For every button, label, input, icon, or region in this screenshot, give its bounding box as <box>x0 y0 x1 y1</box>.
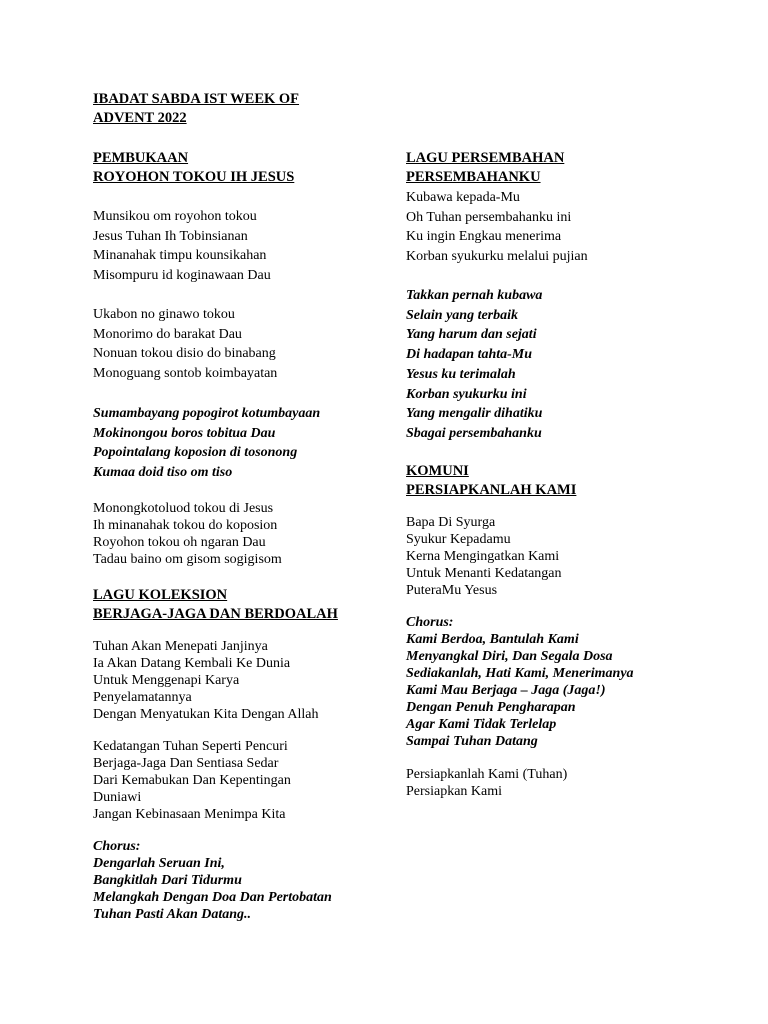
koleksion-chorus-label: Chorus: <box>93 839 141 854</box>
komuni-chorus: Kami Berdoa, Bantulah Kami Menyangkal Diri, Dan Segala Dosa Sediakanlah, Hati Kami, Menerimanya Kami Mau Berjaga – Jaga (Jaga!) Dengan Penuh Pengharapan Agar Kami Tidak Terlelap Sampai Tuhan Datang <box>406 632 634 749</box>
pembukaan-heading: PEMBUKAAN ROYOHON TOKOU IH JESUS <box>93 150 295 185</box>
koleksion-verse-2: Kedatangan Tuhan Seperti Pencuri Berjaga-Jaga Dan Sentiasa Sedar Dari Kemabukan Dan Kepentingan Duniawi Jangan Kebinasaan Menimpa Kita <box>93 739 291 822</box>
pembukaan-verse-3: Monongkotoluod tokou di Jesus Ih minanahak tokou do koposion Royohon tokou oh ngaran Dau Tadau baino om gisom sogigisom <box>93 501 282 567</box>
komuni-verse-1: Bapa Di Syurga Syukur Kepadamu Kerna Mengingatkan Kami Untuk Menanti Kedatangan PuteraMu Yesus <box>406 515 562 598</box>
document-title: IBADAT SABDA IST WEEK OF ADVENT 2022 <box>93 91 300 126</box>
komuni-heading: KOMUNI PERSIAPKANLAH KAMI <box>406 463 577 498</box>
pembukaan-verse-1: Munsikou om royohon tokou Jesus Tuhan Ih Tobinsianan Minanahak timpu kounsikahan Misompuru id koginawaan Dau <box>93 209 271 284</box>
komuni-chorus-label: Chorus: <box>406 615 454 630</box>
persembahan-verse-1: Kubawa kepada-Mu Oh Tuhan persembahanku ini Ku ingin Engkau menerima Korban syukurku melalui pujian <box>406 190 588 265</box>
koleksion-verse-1: Tuhan Akan Menepati Janjinya Ia Akan Datang Kembali Ke Dunia Untuk Menggenapi Karya Penyelamatannya Dengan Menyatukan Kita Dengan Allah <box>93 639 319 722</box>
komuni-ending: Persiapkanlah Kami (Tuhan) Persiapkan Kami <box>406 767 568 799</box>
koleksion-heading: LAGU KOLEKSION BERJAGA-JAGA DAN BERDOALAH <box>93 587 338 622</box>
pembukaan-refrain: Sumambayang popogirot kotumbayaan Mokinongou boros tobitua Dau Popointalang koposion di tosonong Kumaa doid tiso om tiso <box>93 406 321 481</box>
persembahan-heading: LAGU PERSEMBAHAN PERSEMBAHANKU <box>406 150 565 185</box>
persembahan-refrain: Takkan pernah kubawa Selain yang terbaik Yang harum dan sejati Di hadapan tahta-Mu Yesus ku terimalah Korban syukurku ini Yang mengalir dihatiku Sbagai persembahanku <box>406 288 543 441</box>
pembukaan-verse-2: Ukabon no ginawo tokou Monorimo do barakat Dau Nonuan tokou disio do binabang Monoguang sontob koimbayatan <box>93 307 278 382</box>
koleksion-chorus: Dengarlah Seruan Ini, Bangkitlah Dari Tidurmu Melangkah Dengan Doa Dan Pertobatan Tuhan Pasti Akan Datang.. <box>93 856 332 922</box>
